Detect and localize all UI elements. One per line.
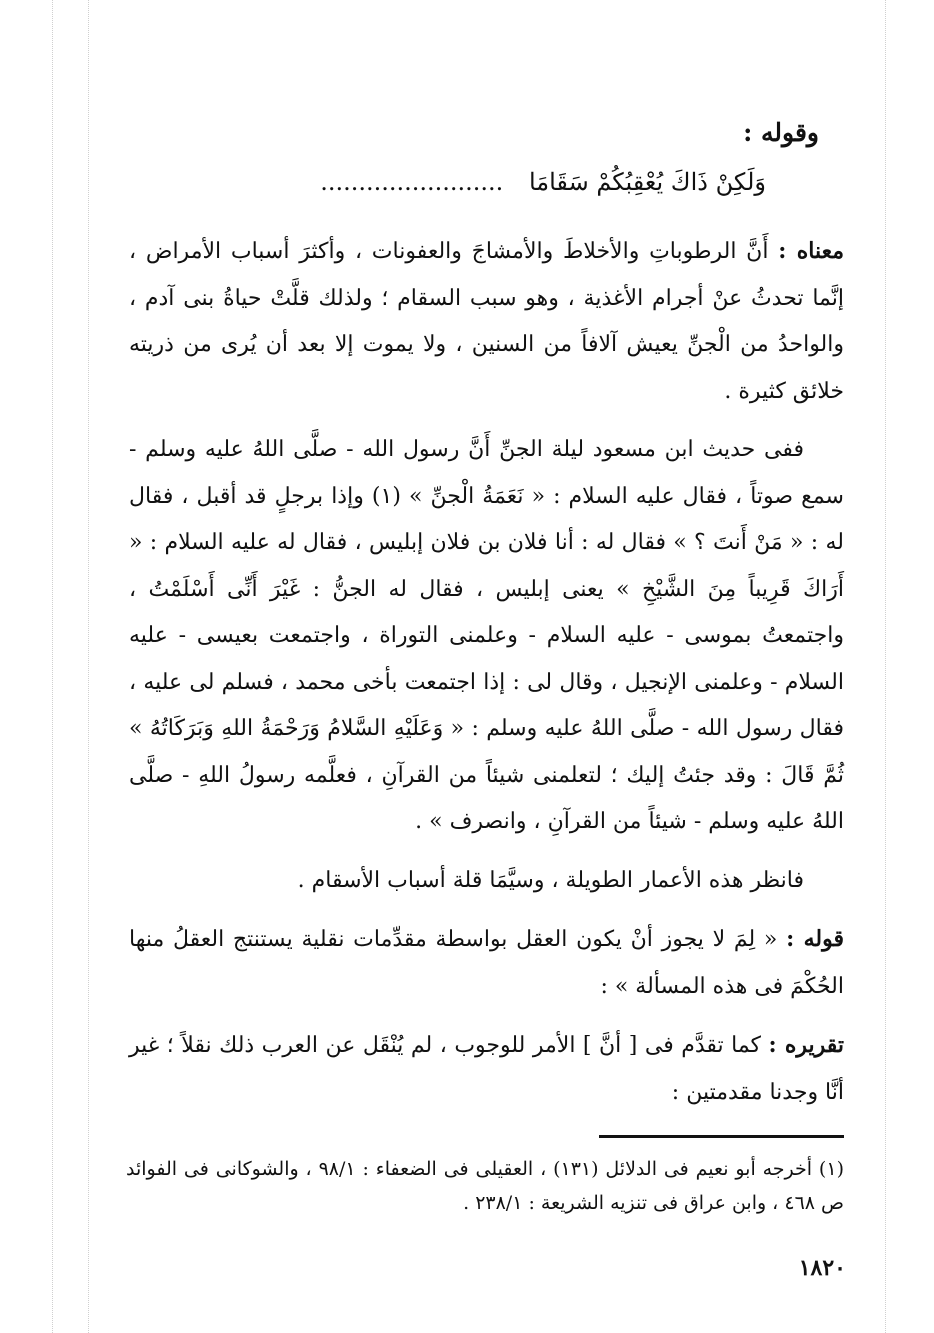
- paragraph-text: فانظر هذه الأعمار الطويلة ، وسيَّمَا قلة أسباب الأسقام .: [297, 867, 804, 893]
- section-heading: وقوله :: [743, 118, 819, 147]
- paragraph-lead: تقريره :: [768, 1032, 844, 1058]
- poetry-verse: [126, 168, 766, 196]
- paragraph: [129, 916, 844, 1010]
- paragraph-lead: قوله :: [786, 926, 844, 952]
- footnote: (١) أخرجه أبو نعيم فى الدلائل (١٣١) ، العقيلى فى الضعفاء : ٩٨/١ ، والشوكانى فى الفوائد ص ٤٦٨ ، وابن عراق فى تنزيه الشريعة : ٢٣٨/١ .: [126, 1158, 844, 1214]
- paragraph: [129, 1022, 844, 1116]
- verse-text: وَلَكِنْ ذَاكَ يُعْقِبُكُمْ سَقَامَا: [528, 168, 766, 196]
- footnote-separator: [599, 1135, 844, 1138]
- paragraph-lead: معناه :: [778, 238, 845, 264]
- paragraph-text: أَنَّ الرطوباتِ والأخلاطَ والأمشاجَ والعفونات ، وأكثرَ أسباب الأمراض ، إنَّما تحدثُ عنْ أجرام الأغذية ، وهو سبب السقام ؛ ولذلك قلَّتْ حياةُ بنى آدم ، والواحدُ من الْجنِّ يعيش آلافاً من السنين ، ولا يموت إلا بعد أن يُرى من ذريته خلائق كثيرة .: [129, 239, 844, 404]
- paragraph: [129, 228, 844, 415]
- paragraph: [129, 427, 844, 846]
- paragraph: [129, 858, 844, 905]
- footnotes: [126, 1152, 844, 1220]
- paragraph-text: « لِمَ لا يجوز أنْ يكون العقل بواسطة مقدِّمات نقلية يستنتج العقلُ منها الحُكْمَ فى هذه المسألة » :: [129, 927, 844, 999]
- margin-guide: [52, 0, 53, 1333]
- margin-guide: [885, 0, 886, 1333]
- paragraph-text: ففى حديث ابن مسعود ليلة الجنِّ أَنَّ رسول الله - صلَّى اللهُ عليه وسلم - سمع صوتاً ، فقال عليه السلام : « نَعَمَةُ الْجنِّ » (١) وإذا برجلٍ قد أقبل ، فقال له : « مَنْ أَنتَ ؟ » فقال له : أنا فلان بن فلان إبليس ، فقال له عليه السلام : « أَرَاكَ قَرِيباً مِنَ الشَّيْخِ » يعنى إبليس ، فقال له الجنُّ : غَيْرَ أَنِّى أَسْلَمْتُ ، واجتمعتُ بموسى - عليه السلام - وعلمنى التوراة ، واجتمعت بعيسى - عليه السلام - وعلمنى الإنجيل ، وقال لى : إذا اجتمعت بأخى محمد ، فسلم لى عليه ، فقال رسول الله - صلَّى اللهُ عليه وسلم : « وَعَلَيْهِ السَّلامُ وَرَحْمَةُ اللهِ وَبَرَكَاتُهُ » ثُمَّ قَالَ : وقد جئتُ إليك ؛ لتعلمنى شيئاً من القرآنِ ، فعلَّمه رسولُ اللهِ - صلَّى اللهُ عليه وسلم - شيئاً من القرآنِ ، وانصرف » .: [129, 437, 844, 834]
- verse-ellipsis: ........................: [320, 168, 504, 196]
- margin-guide: [88, 0, 89, 1333]
- paragraph-text: كما تقدَّم فى [ أنَّ ] الأمر للوجوب ، لم يُنْقَل عن العرب ذلك نقلاً ؛ غير أنَّا وجدنا مقدمتين :: [129, 1033, 844, 1105]
- body-text: [129, 228, 844, 1116]
- page-number: ١٨٢٠: [798, 1255, 846, 1281]
